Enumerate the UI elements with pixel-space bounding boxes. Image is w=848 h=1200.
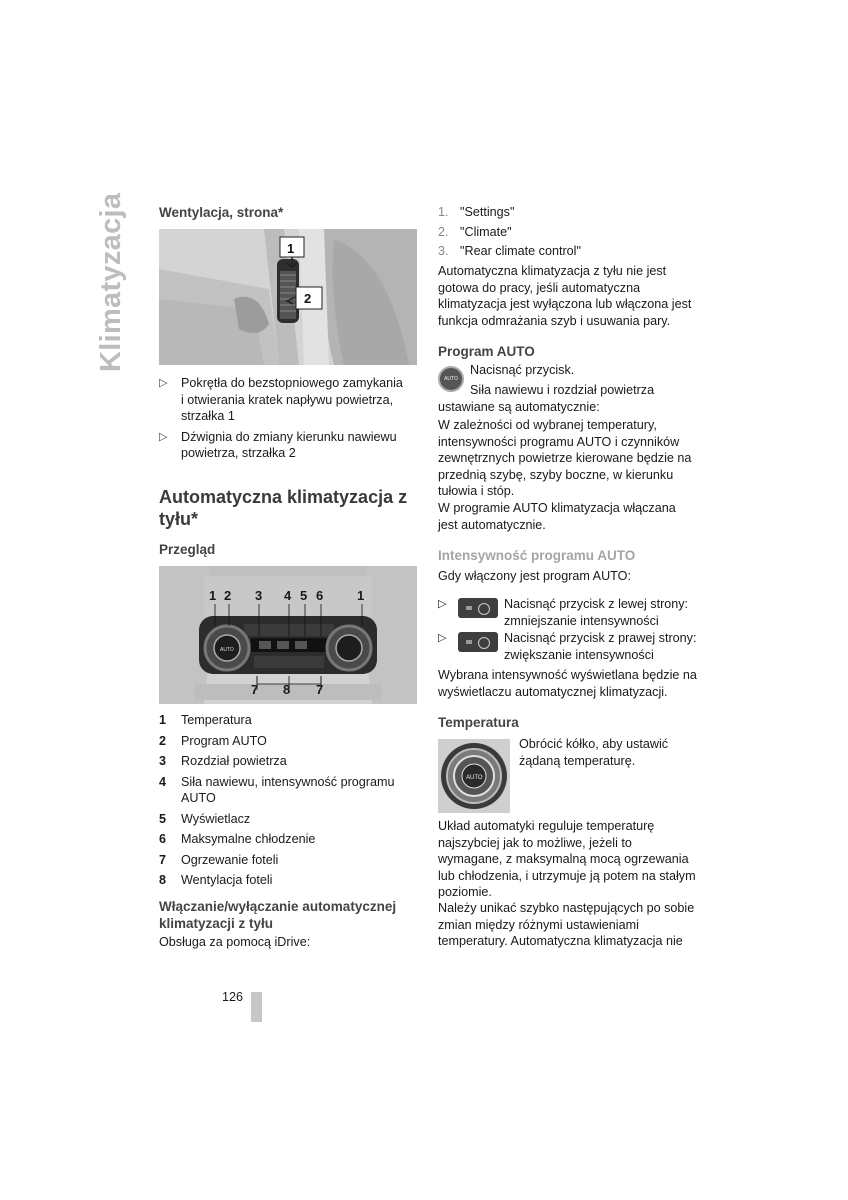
rear-panel-figure <box>159 566 417 704</box>
page-marker-bar <box>251 992 262 1022</box>
onoff-text: Obsługa za pomocą iDrive: <box>159 935 311 949</box>
panel-label: 2 <box>224 588 232 603</box>
legend-item: 5 Wyświetlacz <box>159 811 251 826</box>
triangle-bullet-icon: ▷ <box>438 632 447 644</box>
triangle-bullet-icon: ▷ <box>159 377 168 389</box>
panel-label: 8 <box>283 682 291 697</box>
intensity-intro: Gdy włączony jest program AUTO: <box>438 569 631 583</box>
rear-climate-heading: Automatyczna klimatyzacja z tyłu* <box>159 487 408 529</box>
knob-auto-text: AUTO <box>466 775 483 781</box>
panel-top-labels <box>207 588 377 604</box>
panel-legend <box>159 712 409 889</box>
vent-bullet: ▷ Pokrętła do bezstopniowego zamykania i otwierania kratek napływu powietrza, strzałka 1 <box>159 376 403 423</box>
auto-paragraph-3: W programie AUTO klimatyzacja włączana jest automatycznie. <box>438 501 676 532</box>
panel-label: 3 <box>255 588 263 603</box>
legend-item: 2 Program AUTO <box>159 733 267 748</box>
chapter-title: Klimatyzacja <box>95 192 127 372</box>
idrive-steps <box>438 204 698 260</box>
auto-paragraph-2: W zależności od wybranej temperatury, intensywności programu AUTO i czynników zewnętrznych powietrze kierowane będzie na przednią szybę, szyby boczne, w kierunku tułowia i stóp. <box>438 418 692 498</box>
step-item: 2. "Climate" <box>438 224 512 239</box>
panel-label: 5 <box>300 588 308 603</box>
readiness-note: Automatyczna klimatyzacja z tyłu nie jest gotowa do pracy, jeśli automatyczna klimatyzacja jest wyłączona lub włączona jest funkcja odmrażania szyb i usuwania pary. <box>438 264 692 328</box>
triangle-bullet-icon: ▷ <box>159 430 168 443</box>
temperature-knob-figure <box>438 739 510 813</box>
step-item: 1. "Settings" <box>438 205 515 219</box>
auto-press-text: Nacisnąć przycisk. <box>470 363 575 377</box>
panel-label: 1 <box>209 588 217 603</box>
vent-heading: Wentylacja, strona* <box>159 205 284 220</box>
vent-illustration <box>159 229 417 365</box>
page-number: 126 <box>222 990 244 1004</box>
legend-item: 7 Ogrzewanie foteli <box>159 852 279 867</box>
panel-label: 6 <box>316 588 324 603</box>
temperature-instruction: Obrócić kółko, aby ustawić żądaną temperaturę. <box>519 737 669 768</box>
vent-figure <box>159 229 417 365</box>
vent-bullet: ▷ Dźwignia do zmiany kierunku nawiewu powietrza, strzałka 2 <box>159 429 397 460</box>
onoff-heading: Włączanie/wyłączanie automatycznej klimatyzacji z tyłu <box>159 899 397 931</box>
overview-heading: Przegląd <box>159 542 216 557</box>
temperature-paragraph-1: Układ automatyki reguluje temperaturę najszybciej jak to możliwe, jeżeli to wymagane, z maksymalną mocą ogrzewania lub chłodzenia, i utrzymuje ją potem na stałym poziomie. <box>438 819 696 899</box>
temperature-paragraph-2: Należy unikać szybko następujących po sobie zmian między różnymi ustawieniami temperatury. Automatyczna klimatyzacja nie <box>438 901 695 948</box>
intensity-heading: Intensywność programu AUTO <box>438 548 636 563</box>
panel-label: 4 <box>284 588 292 603</box>
vent-label-1: 1 <box>287 241 295 256</box>
auto-heading: Program AUTO <box>438 344 535 359</box>
panel-label: 1 <box>357 588 365 603</box>
vent-bullet-list <box>159 375 409 462</box>
temperature-heading: Temperatura <box>438 715 519 730</box>
legend-item: 1 Temperatura <box>159 713 252 727</box>
intensity-decrease-button-icon <box>458 598 498 618</box>
legend-item: 8 Wentylacja foteli <box>159 873 273 887</box>
intensity-increase-button-icon <box>458 632 498 652</box>
step-item: 3. "Rear climate control" <box>438 244 581 258</box>
auto-button-icon: AUTO <box>438 366 464 392</box>
panel-label: 7 <box>251 682 259 697</box>
temperature-knob-icon <box>438 739 510 813</box>
triangle-bullet-icon: ▷ <box>438 598 447 610</box>
panel-bottom-labels <box>249 682 339 698</box>
auto-paragraph-1: Siła nawiewu i rozdział powietrza ustawiane są automatycznie: <box>438 383 655 414</box>
vent-label-2: 2 <box>304 291 312 306</box>
intensity-item-increase: Nacisnąć przycisk z prawej strony: zwiększanie intensywności <box>504 631 697 662</box>
panel-label: 7 <box>316 682 324 697</box>
panel-auto-text: AUTO <box>220 647 234 653</box>
intensity-item-decrease: Nacisnąć przycisk z lewej strony: zmniejszanie intensywności <box>504 597 689 628</box>
legend-item: 3 Rozdział powietrza <box>159 754 287 768</box>
chapter-side-tab <box>95 192 135 380</box>
intensity-note: Wybrana intensywność wyświetlana będzie na wyświetlaczu automatycznej klimatyzacji. <box>438 668 697 699</box>
legend-item: 6 Maksymalne chłodzenie <box>159 832 316 846</box>
legend-item: 4 Siła nawiewu, intensywność programu AUTO <box>159 774 395 805</box>
